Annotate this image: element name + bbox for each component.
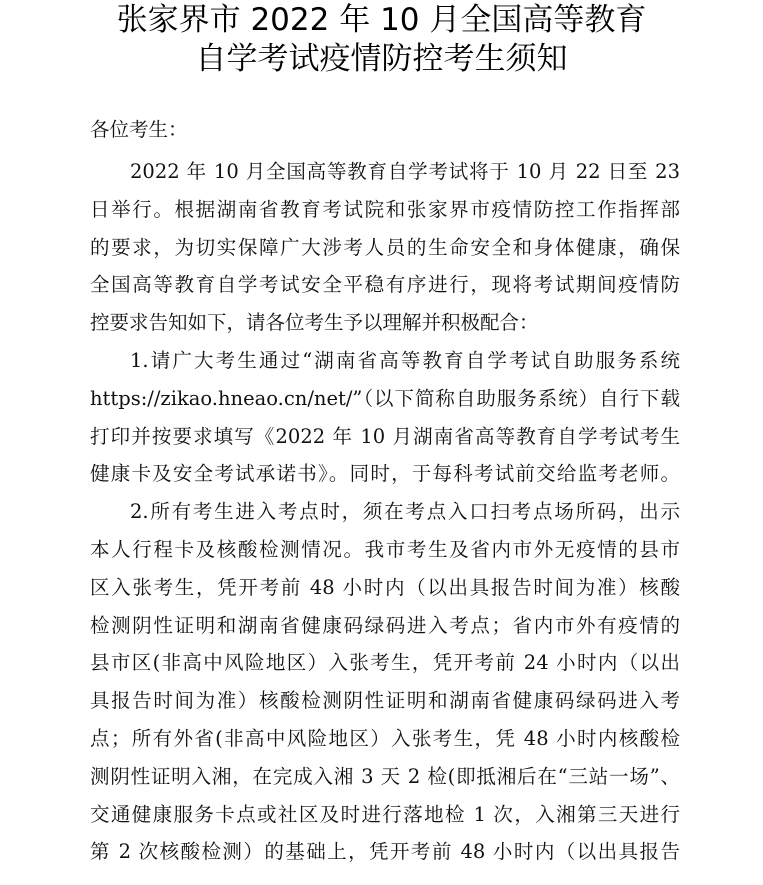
body-line: 2022 年 10 月全国高等教育自学考试将于 10 月 22 日至 23 [130, 160, 680, 183]
salutation: 各位考生： [90, 118, 188, 141]
body-line: 检测阴性证明和湖南省健康码绿码进入考点；省内市外有疫情的 [90, 613, 680, 637]
body-line: 点；所有外省(非高中风险地区）入张考生，凭 48 小时内核酸检 [90, 727, 680, 750]
document-title-line-1: 张家界市 2022 年 10 月全国高等教育 [116, 2, 647, 38]
body-line: 的要求，为切实保障广大涉考人员的生命安全和身体健康，确保 [90, 235, 680, 259]
body-line: https://zikao.hneao.cn/net/”（以下简称自助服务系统）自行下载 [90, 386, 680, 410]
body-line: 区入张考生，凭开考前 48 小时内（以出具报告时间为准）核酸 [90, 575, 680, 599]
body-line: 具报告时间为准）核酸检测阴性证明和湖南省健康码绿码进入考 [90, 689, 680, 713]
body-line: 全国高等教育自学考试安全平稳有序进行，现将考试期间疫情防 [90, 273, 680, 297]
body-line: 1.请广大考生通过“湖南省高等教育自学考试自助服务系统 [130, 349, 680, 372]
body-line: 第 2 次核酸检测）的基础上，凭开考前 48 小时内（以出具报告 [90, 840, 680, 864]
document-title-line-2: 自学考试疫情防控考生须知 [195, 41, 568, 77]
body-line: 本人行程卡及核酸检测情况。我市考生及省内市外无疫情的县市 [90, 538, 680, 561]
body-line: 日举行。根据湖南省教育考试院和张家界市疫情防控工作指挥部 [90, 197, 680, 221]
body-line: 控要求告知如下，请各位考生予以理解并积极配合： [90, 311, 539, 335]
body-line: 县市区(非高中风险地区）入张考生，凭开考前 24 小时内（以出 [90, 651, 680, 675]
body-line: 打印并按要求填写《2022 年 10 月湖南省高等教育自学考试考生 [90, 424, 680, 448]
body-line: 2.所有考生进入考点时，须在考点入口扫考点场所码，出示 [130, 500, 680, 524]
body-line: 健康卡及安全考试承诺书》。同时，于每科考试前交给监考老师。 [90, 462, 680, 486]
body-line: 测阴性证明入湘，在完成入湘 3 天 2 检(即抵湘后在“三站一场”、 [90, 764, 680, 788]
body-line: 交通健康服务卡点或社区及时进行落地检 1 次，入湘第三天进行 [90, 802, 680, 826]
